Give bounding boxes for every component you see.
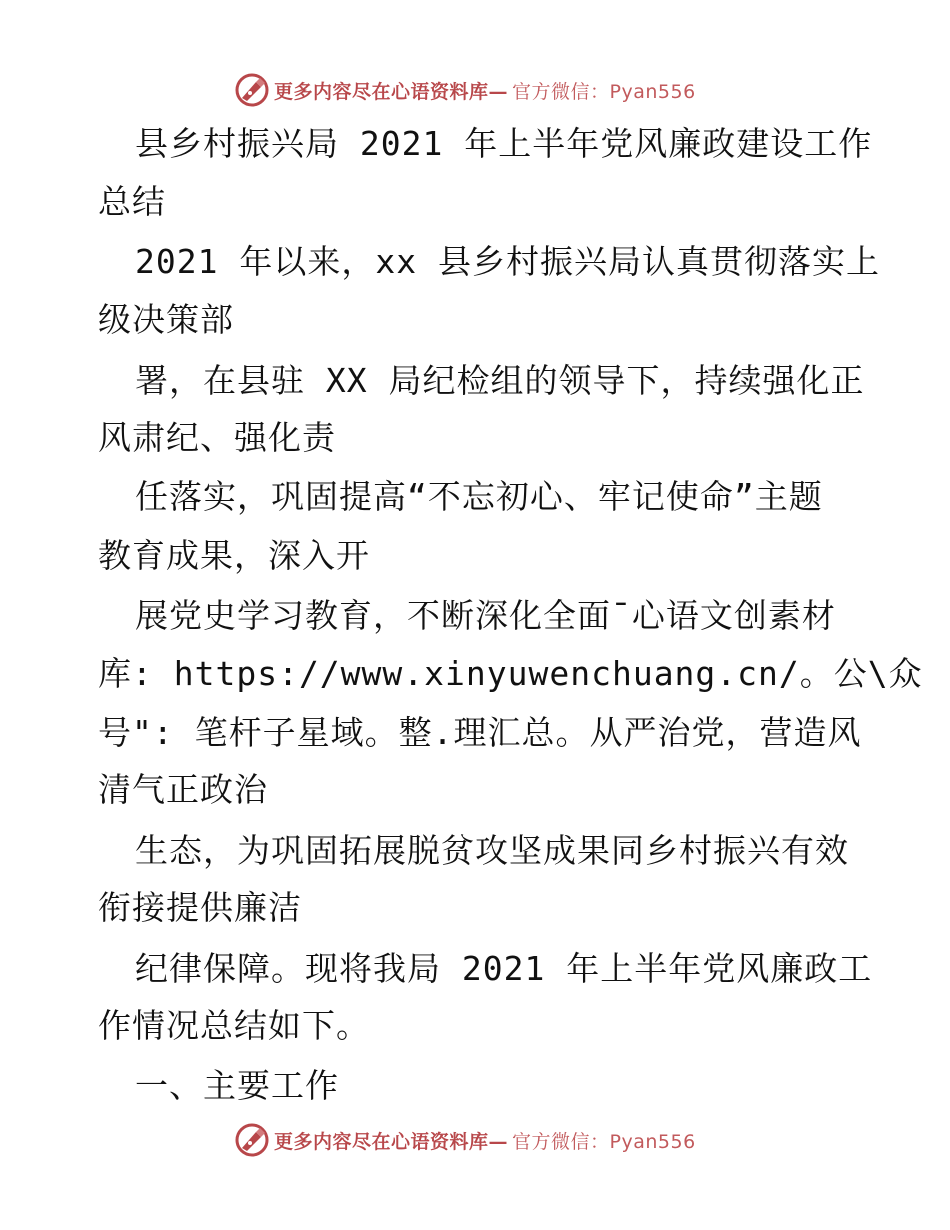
watermark-footer [234, 1122, 714, 1158]
paragraph-line: 级决策部 [98, 300, 234, 339]
watermark-site-text: 更多内容尽在心语资料库— [274, 80, 509, 103]
paragraph-line: 署，在县驻 XX 局纪检组的领导下，持续强化正 [135, 361, 865, 400]
paragraph-line: 衔接提供廉洁 [98, 888, 302, 927]
paragraph-line: 清气正政治 [98, 770, 268, 809]
paragraph-line: 任落实，巩固提高“不忘初心、牢记使命”主题 [135, 477, 823, 516]
section-heading: 一、主要工作 [135, 1066, 339, 1105]
watermark-header [234, 72, 714, 108]
paragraph-line: 作情况总结如下。 [98, 1006, 370, 1045]
paragraph-line: 2021 年以来，xx 县乡村振兴局认真贯彻落实上 [135, 242, 880, 281]
watermark-site-text: 更多内容尽在心语资料库— [274, 1130, 509, 1153]
paragraph-line: 生态，为巩固拓展脱贫攻坚成果同乡村振兴有效 [135, 831, 849, 870]
pen-nib-logo-icon [234, 1122, 270, 1158]
paragraph-line: 纪律保障。现将我局 2021 年上半年党风廉政工 [135, 949, 873, 988]
title-line-1: 县乡村振兴局 2021 年上半年党风廉政建设工作 [135, 124, 873, 163]
paragraph-line: 风肃纪、强化责 [98, 418, 336, 457]
paragraph-line: 号": 笔杆子星域。整.理汇总。从严治党，营造风 [98, 713, 862, 752]
paragraph-line: 教育成果，深入开 [98, 536, 370, 575]
paragraph-line: 库: https://www.xinyuwenchuang.cn/。公\众 [98, 654, 923, 693]
watermark-wechat-text: 官方微信：Pyan556 [512, 1130, 696, 1153]
pen-nib-logo-icon [234, 72, 270, 108]
paragraph-line: 展党史学习教育，不断深化全面¯心语文创素材 [135, 596, 836, 635]
watermark-wechat-text: 官方微信：Pyan556 [512, 80, 696, 103]
title-line-2: 总结 [98, 182, 166, 221]
